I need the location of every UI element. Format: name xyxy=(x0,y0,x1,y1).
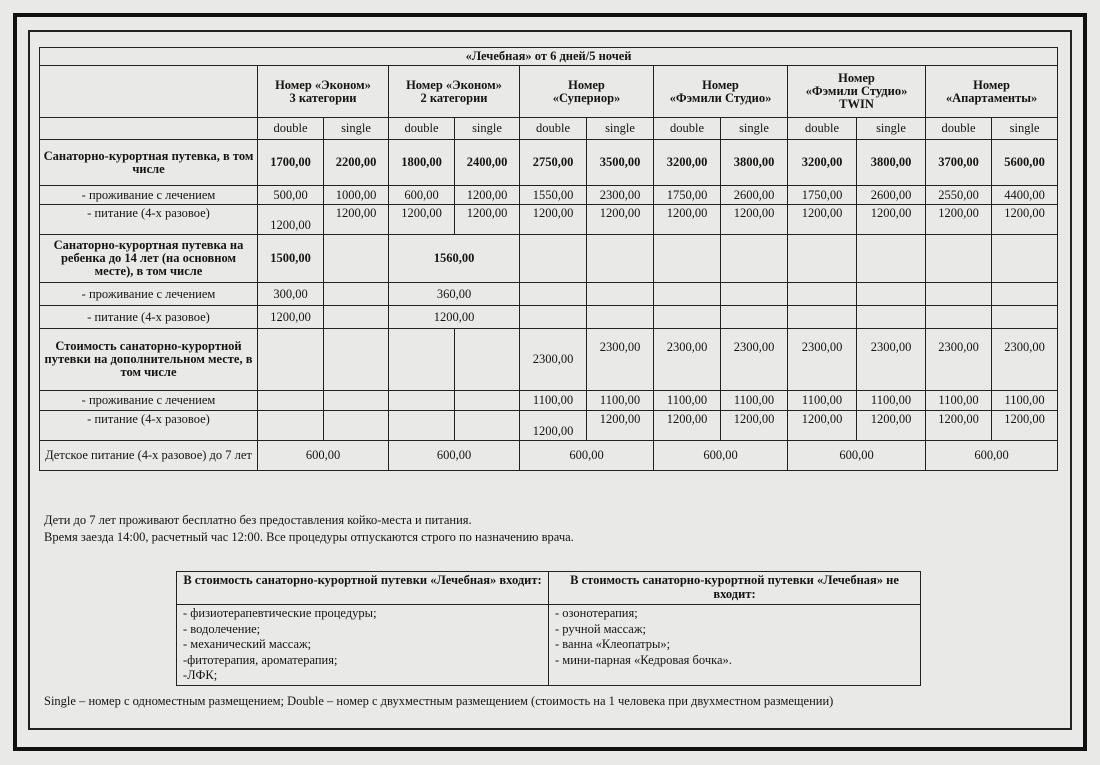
price-cell: 2300,00 xyxy=(520,329,587,391)
row-child-living xyxy=(40,283,1058,306)
empty-cell xyxy=(455,391,520,411)
price-cell: 3800,00 xyxy=(721,140,788,186)
col-single: single xyxy=(721,118,788,140)
empty-cell xyxy=(587,235,654,283)
price-cell: 2600,00 xyxy=(857,186,926,205)
empty-cell xyxy=(258,329,324,391)
row-kids-food xyxy=(40,441,1058,471)
price-cell: 5600,00 xyxy=(992,140,1058,186)
row-main-food xyxy=(40,205,1058,235)
col-single: single xyxy=(992,118,1058,140)
col-single: single xyxy=(857,118,926,140)
occupancy-corner xyxy=(40,118,258,140)
list-item: - физиотерапевтические процедуры; xyxy=(183,606,377,620)
price-cell: 2300,00 xyxy=(788,329,857,391)
price-cell: 300,00 xyxy=(258,283,324,306)
empty-cell xyxy=(721,306,788,329)
price-cell: 1100,00 xyxy=(788,391,857,411)
empty-cell xyxy=(857,306,926,329)
row-label: - питание (4-х разовое) xyxy=(40,411,258,441)
price-cell: 3700,00 xyxy=(926,140,992,186)
price-cell: 2400,00 xyxy=(455,140,520,186)
price-cell: 1200,00 xyxy=(654,205,721,235)
price-cell: 1200,00 xyxy=(992,205,1058,235)
empty-cell xyxy=(721,235,788,283)
price-cell: 1750,00 xyxy=(788,186,857,205)
list-item: -фитотерапия, ароматерапия; xyxy=(183,652,338,667)
price-cell: 1200,00 xyxy=(857,205,926,235)
row-child-food xyxy=(40,306,1058,329)
price-cell: 600,00 xyxy=(520,441,654,471)
room-header-3: Номер «Супериор» xyxy=(520,66,654,118)
empty-cell xyxy=(654,306,721,329)
price-cell: 1200,00 xyxy=(455,205,520,235)
room-header-5: Номер «Фэмили Студио» TWIN xyxy=(788,66,926,118)
row-label: - проживание с лечением xyxy=(40,283,258,306)
list-item: - озонотерапия; xyxy=(555,606,638,620)
row-label: - питание (4-х разовое) xyxy=(40,205,258,235)
price-cell: 1000,00 xyxy=(324,186,389,205)
not-included-header: В стоимость санаторно-курортной путевки «Лечебная» не входит: xyxy=(549,572,921,605)
empty-cell xyxy=(520,283,587,306)
price-cell: 1200,00 xyxy=(788,205,857,235)
row-label: - проживание с лечением xyxy=(40,391,258,411)
empty-cell xyxy=(587,306,654,329)
row-label: Санаторно-курортная путевка, в том числе xyxy=(40,140,258,186)
empty-cell xyxy=(857,283,926,306)
occupancy-row xyxy=(40,118,1058,140)
price-cell: 1100,00 xyxy=(654,391,721,411)
empty-cell xyxy=(324,411,389,441)
row-label: Стоимость санаторно-курортной путевки на дополнительном месте, в том числе xyxy=(40,329,258,391)
price-cell: 2300,00 xyxy=(926,329,992,391)
price-cell: 2300,00 xyxy=(587,329,654,391)
empty-cell xyxy=(324,283,389,306)
price-cell: 1100,00 xyxy=(721,391,788,411)
price-cell: 1200,00 xyxy=(926,411,992,441)
price-cell: 2300,00 xyxy=(587,186,654,205)
empty-cell xyxy=(992,306,1058,329)
included-list xyxy=(177,605,549,686)
empty-cell xyxy=(654,235,721,283)
price-cell: 600,00 xyxy=(654,441,788,471)
room-header-1: Номер «Эконом» 3 категории xyxy=(258,66,389,118)
price-cell: 1200,00 xyxy=(788,411,857,441)
list-item: - ручной массаж; xyxy=(555,621,646,636)
room-header-2: Номер «Эконом» 2 категории xyxy=(389,66,520,118)
price-table xyxy=(39,47,1058,471)
empty-cell xyxy=(324,235,389,283)
empty-cell xyxy=(926,283,992,306)
price-cell: 1200,00 xyxy=(389,205,455,235)
empty-cell xyxy=(654,283,721,306)
empty-cell xyxy=(258,411,324,441)
room-header-row xyxy=(40,66,1058,118)
empty-cell xyxy=(389,329,455,391)
col-single: single xyxy=(455,118,520,140)
price-cell: 1200,00 xyxy=(721,205,788,235)
row-child xyxy=(40,235,1058,283)
empty-cell xyxy=(520,306,587,329)
price-cell: 1200,00 xyxy=(857,411,926,441)
included-header: В стоимость санаторно-курортной путевки «Лечебная» входит: xyxy=(177,572,549,605)
empty-cell xyxy=(992,283,1058,306)
price-cell: 600,00 xyxy=(258,441,389,471)
empty-cell xyxy=(324,391,389,411)
price-cell: 1100,00 xyxy=(857,391,926,411)
price-cell: 360,00 xyxy=(389,283,520,306)
empty-cell xyxy=(258,391,324,411)
price-cell: 1200,00 xyxy=(455,186,520,205)
col-double: double xyxy=(654,118,721,140)
row-extra-living xyxy=(40,391,1058,411)
not-included-list xyxy=(549,605,921,686)
price-cell: 2200,00 xyxy=(324,140,389,186)
notes xyxy=(44,512,574,546)
col-single: single xyxy=(324,118,389,140)
note-checkin: Время заезда 14:00, расчетный час 12:00. Все процедуры отпускаются строго по назначению врача. xyxy=(44,530,574,544)
inclusions-table xyxy=(176,571,921,686)
empty-cell xyxy=(324,306,389,329)
row-main-living xyxy=(40,186,1058,205)
price-cell: 1200,00 xyxy=(992,411,1058,441)
col-double: double xyxy=(788,118,857,140)
price-cell: 600,00 xyxy=(926,441,1058,471)
price-cell: 1100,00 xyxy=(926,391,992,411)
price-cell: 1700,00 xyxy=(258,140,324,186)
price-cell: 1200,00 xyxy=(520,411,587,441)
col-double: double xyxy=(926,118,992,140)
table-title-row xyxy=(40,48,1058,66)
table-title: «Лечебная» от 6 дней/5 ночей xyxy=(40,48,1058,66)
empty-cell xyxy=(788,235,857,283)
price-cell: 1200,00 xyxy=(324,205,389,235)
empty-cell xyxy=(455,329,520,391)
price-cell: 1200,00 xyxy=(587,205,654,235)
price-cell: 4400,00 xyxy=(992,186,1058,205)
price-cell: 500,00 xyxy=(258,186,324,205)
empty-cell xyxy=(992,235,1058,283)
price-cell: 1500,00 xyxy=(258,235,324,283)
col-single: single xyxy=(587,118,654,140)
price-cell: 2600,00 xyxy=(721,186,788,205)
corner-cell xyxy=(40,66,258,118)
room-header-4: Номер «Фэмили Студио» xyxy=(654,66,788,118)
empty-cell xyxy=(389,411,455,441)
col-double: double xyxy=(389,118,455,140)
empty-cell xyxy=(926,306,992,329)
col-double: double xyxy=(520,118,587,140)
empty-cell xyxy=(455,411,520,441)
empty-cell xyxy=(857,235,926,283)
price-cell: 600,00 xyxy=(389,441,520,471)
row-label: - проживание с лечением xyxy=(40,186,258,205)
empty-cell xyxy=(721,283,788,306)
list-item: - мини-парная «Кедровая бочка». xyxy=(555,652,732,667)
row-label: - питание (4-х разовое) xyxy=(40,306,258,329)
price-cell: 1200,00 xyxy=(389,306,520,329)
price-cell: 1550,00 xyxy=(520,186,587,205)
list-item: - водолечение; xyxy=(183,621,261,636)
price-cell: 3200,00 xyxy=(654,140,721,186)
price-cell: 1100,00 xyxy=(587,391,654,411)
list-item: - ванна «Клеопатры»; xyxy=(555,637,671,651)
price-cell: 1200,00 xyxy=(721,411,788,441)
list-item: -ЛФК; xyxy=(183,668,218,682)
room-header-6: Номер «Апартаменты» xyxy=(926,66,1058,118)
price-cell: 600,00 xyxy=(788,441,926,471)
empty-cell xyxy=(520,235,587,283)
price-cell: 600,00 xyxy=(389,186,455,205)
row-main xyxy=(40,140,1058,186)
price-cell: 3200,00 xyxy=(788,140,857,186)
col-double: double xyxy=(258,118,324,140)
list-item: - механический массаж; xyxy=(183,637,312,651)
empty-cell xyxy=(788,283,857,306)
price-cell: 2300,00 xyxy=(857,329,926,391)
price-cell: 1200,00 xyxy=(520,205,587,235)
price-cell: 1100,00 xyxy=(520,391,587,411)
price-cell: 3500,00 xyxy=(587,140,654,186)
price-cell: 1750,00 xyxy=(654,186,721,205)
price-cell: 1800,00 xyxy=(389,140,455,186)
empty-cell xyxy=(788,306,857,329)
row-extra xyxy=(40,329,1058,391)
price-cell: 1560,00 xyxy=(389,235,520,283)
price-cell: 2300,00 xyxy=(721,329,788,391)
price-cell: 2750,00 xyxy=(520,140,587,186)
footnote: Single – номер с одноместным размещением; Double – номер с двухместным размещением (стоимость на 1 человека при двухместном размещении) xyxy=(44,694,834,708)
price-cell: 1200,00 xyxy=(258,205,324,235)
row-label: Детское питание (4-х разовое) до 7 лет xyxy=(40,441,258,471)
price-cell: 1200,00 xyxy=(258,306,324,329)
note-children: Дети до 7 лет проживают бесплатно без предоставления койко-места и питания. xyxy=(44,513,472,527)
price-cell: 1200,00 xyxy=(654,411,721,441)
price-cell: 1200,00 xyxy=(926,205,992,235)
price-cell: 1100,00 xyxy=(992,391,1058,411)
empty-cell xyxy=(324,329,389,391)
row-extra-food xyxy=(40,411,1058,441)
row-label: Санаторно-курортная путевка на ребенка до 14 лет (на основном месте), в том числе xyxy=(40,235,258,283)
empty-cell xyxy=(389,391,455,411)
empty-cell xyxy=(587,283,654,306)
price-cell: 1200,00 xyxy=(587,411,654,441)
price-cell: 2550,00 xyxy=(926,186,992,205)
price-cell: 2300,00 xyxy=(992,329,1058,391)
price-cell: 2300,00 xyxy=(654,329,721,391)
price-cell: 3800,00 xyxy=(857,140,926,186)
empty-cell xyxy=(926,235,992,283)
